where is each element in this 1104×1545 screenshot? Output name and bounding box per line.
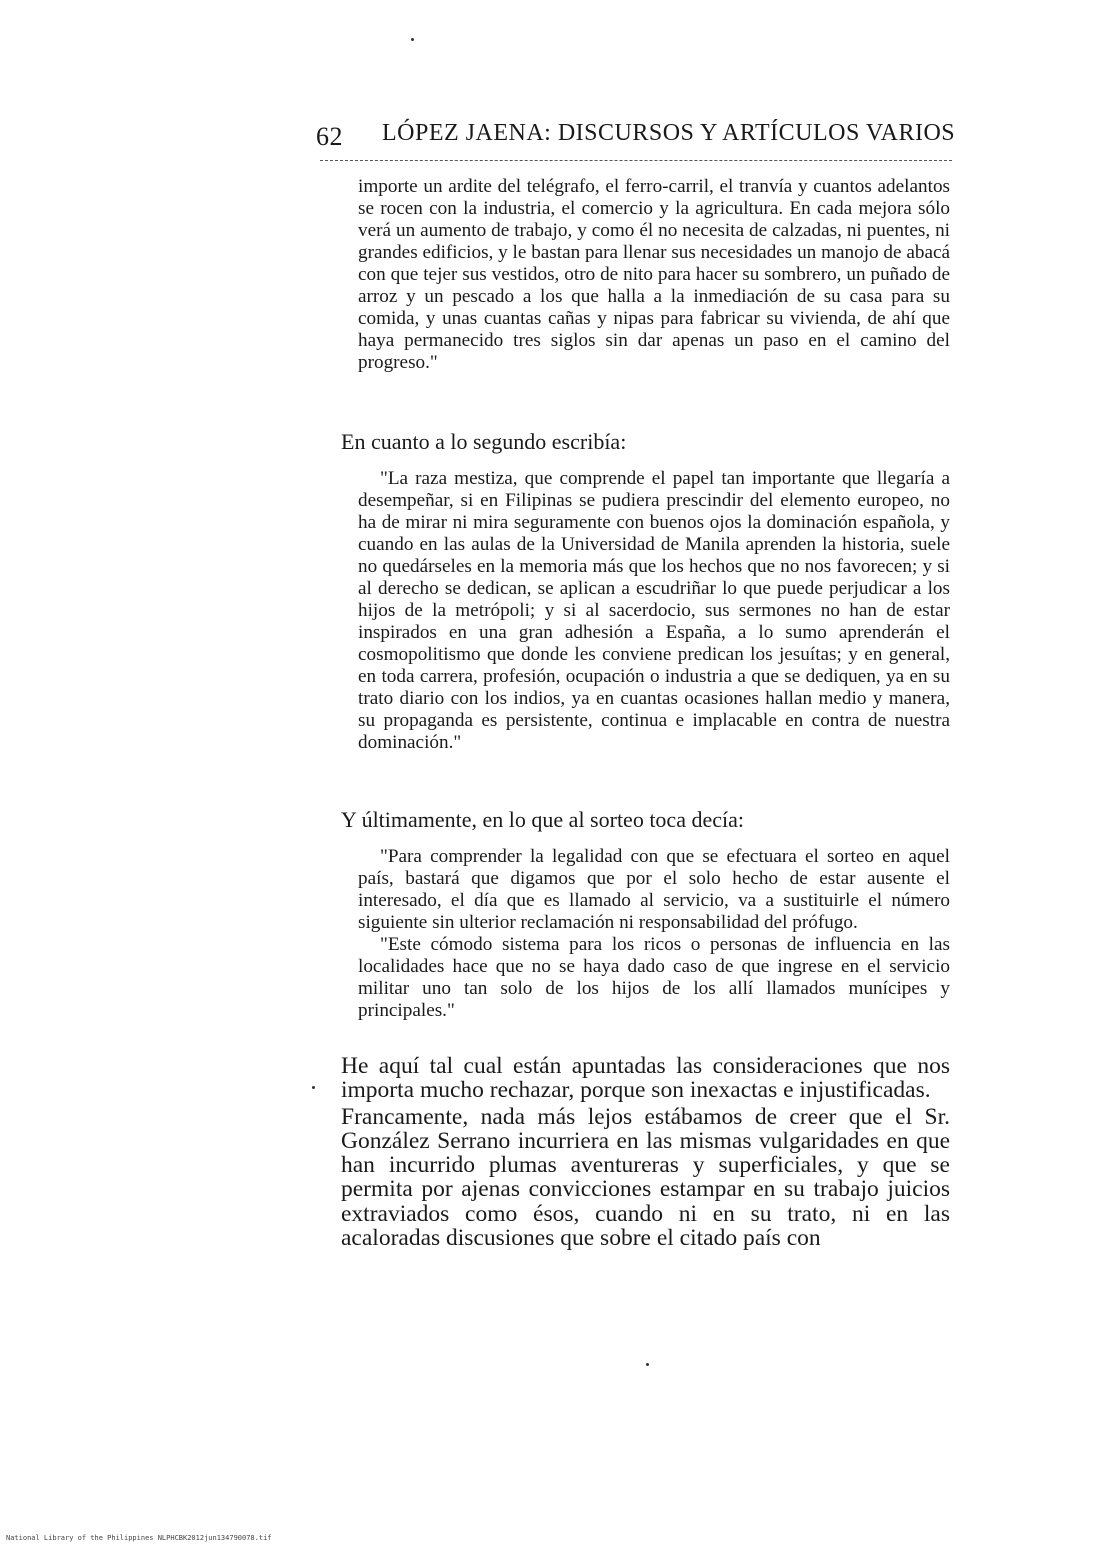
quote-block-2 bbox=[358, 468, 950, 754]
page-header bbox=[316, 118, 956, 158]
body-paragraph-2: Francamente, nada más lejos estábamos de creer que el Sr. González Serrano incurriera en las mismas vulgaridades en que han incurrido plumas aventureras y superficiales, y que se permita por ajenas convicciones estampar en su trabajo juicios extraviados como ésos, cuando ni en su trato, ni en las acaloradas discusiones que sobre el citado país con bbox=[341, 1103, 950, 1252]
quote-3-paragraph-2: "Este cómodo sistema para los ricos o personas de influencia en las localidades hace que no se haya dado caso de que ingrese en el servicio militar uno tan solo de los hijos de los allí llamados munícipes y principales." bbox=[358, 934, 950, 1021]
scan-speck bbox=[312, 1086, 315, 1089]
scan-speck bbox=[646, 1363, 649, 1366]
lead-paragraph-3: Y últimamente, en lo que al sorteo toca decía: bbox=[341, 807, 744, 832]
lead-paragraph-2: En cuanto a lo segundo escribía: bbox=[341, 429, 627, 454]
body-text bbox=[341, 1054, 950, 1250]
quote-2-text: "La raza mestiza, que comprende el papel tan importante que llegaría a desempeñar, si en Filipinas se pudiera prescindir del elemento europeo, no ha de mirar ni mira seguramente con buenos ojos la dominación española, y cuando en las aulas de la Universidad de Manila aprenden la historia, suele no quedárseles en la memoria más que los hechos que no nos favorecen; y si al derecho se dedican, se aplican a escudriñar lo que puede perjudicar a los hijos de la metrópoli; y si al sacerdocio, sus sermones no han de estar inspirados en una gran adhesión a España, a lo sumo aprenderán el cosmopolitismo que donde les conviene predican los jesuítas; y en general, en toda carrera, profesión, ocupación o industria a que se dediquen, ya en su trato diario con los indios, ya en cuantas ocasiones hallan medio y manera, su propaganda es persistente, continua e implacable en contra de nuestra dominación." bbox=[358, 468, 950, 753]
header-rule bbox=[320, 160, 952, 161]
quote-1-text: importe un ardite del telégrafo, el ferro-carril, el tranvía y cuantos adelantos se rocen con la industria, el comercio y la agricultura. En cada mejora sólo verá un aumento de trabajo, y como él no necesita de calzadas, ni puentes, ni grandes edificios, y le bastan para llenar sus necesidades un manojo de abacá con que tejer sus vestidos, otro de nito para hacer su sombrero, un puñado de arroz y un pescado a los que halla a la inmediación de su casa para su comida, y unas cuantas cañas y nipas para fabricar su vivienda, de ahí que haya permanecido tres siglos sin dar apenas un paso en el camino del progreso." bbox=[358, 176, 950, 373]
scan-footer-stamp: National Library of the Philippines NLPHCBK2012jun134790078.tif bbox=[6, 1534, 272, 1542]
page-number: 62 bbox=[316, 122, 343, 151]
scan-speck bbox=[411, 38, 414, 41]
quote-block-3 bbox=[358, 846, 950, 1022]
running-title: LÓPEZ JAENA: DISCURSOS Y ARTÍCULOS VARIOS bbox=[382, 120, 956, 146]
quote-block-1 bbox=[358, 176, 950, 374]
body-paragraph-1: He aquí tal cual están apuntadas las consideraciones que nos importa mucho rechazar, porque son inexactas e injustificadas. bbox=[341, 1053, 950, 1104]
quote-3-paragraph-1: "Para comprender la legalidad con que se efectuara el sorteo en aquel país, bastará que digamos que por el solo hecho de estar ausente el interesado, el día que es llamado al servicio, va a sustituirle el número siguiente sin ulterior reclamación ni responsabilidad del prófugo. bbox=[358, 846, 950, 933]
